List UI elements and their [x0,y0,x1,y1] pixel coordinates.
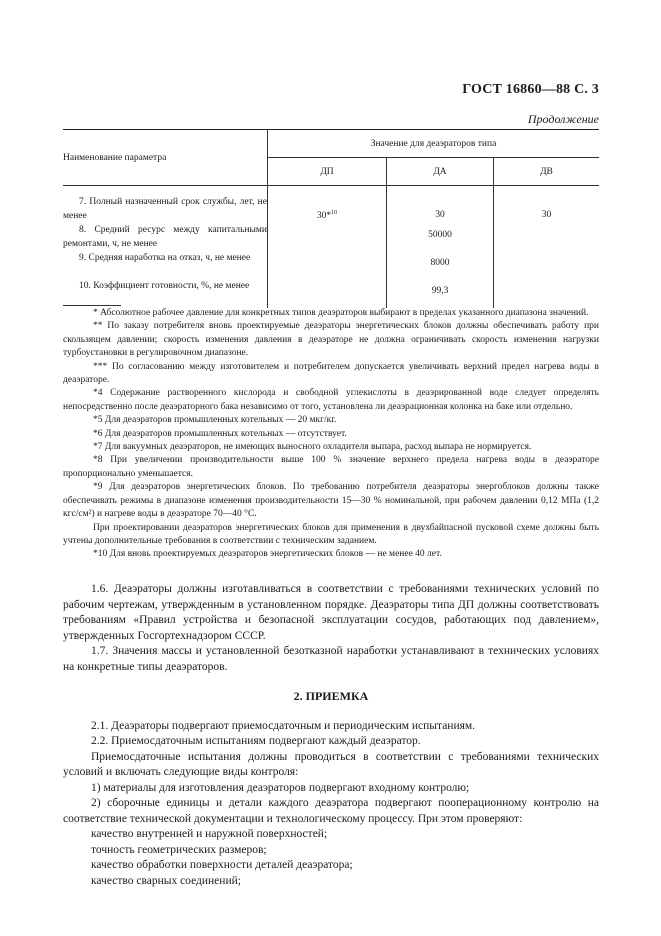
footnote-2: ** По заказу потребителя вновь проектируемые деаэраторы энергетических блоков должны обеспечивать работу при скользящем давлении; скорость изменения давления в деаэраторе не должна ограничивать скорость изменения нагрузки турбоустановки в регулировочном диапазоне. [63,321,599,359]
footnote-8: *8 При увеличении производительности выше 100 % значение верхнего предела нагрева воды в деаэраторе пропорционально уменьшается. [63,455,599,479]
table-row [63,280,599,308]
footnote-7: *7 Для вакуумных деаэраторов, не имеющих выносного охладителя выпара, расход выпара не нормируется. [93,442,532,453]
clause-2-2-details: Приемосдаточные испытания должны проводиться в соответствии с требованиями технических условий и включать следующие виды контроля: [63,750,599,778]
control-item-2: 2) сборочные единицы и детали каждого деаэратора подвергают пооперационному контролю на соответствие технической документации и технологическому процессу. При этом проверяют: [63,797,599,825]
row-9-da-value: 8000 [387,252,494,280]
row-8-dv-value [494,224,600,252]
row-8-name: 8. Средний ресурс между капитальными ремонтами, ч, не менее [63,225,267,249]
row-7-dp-footnote: 10 [331,210,338,216]
document-id: ГОСТ 16860—88 С. 3 [462,82,599,97]
clause-2-2: 2.2. Приемосдаточным испытаниям подвергают каждый деаэратор. [91,735,421,747]
row-10-dv-value [494,280,600,308]
row-9-name: 9. Средняя наработка на отказ, ч, не менее [79,253,251,263]
column-header-dp: ДП [268,158,387,186]
footnote-6: *6 Для деаэраторов промышленных котельных — отсутствует. [93,428,347,439]
row-7-name: 7. Полный назначенный срок службы, лет, не менее [63,197,267,221]
check-item: качество обработки поверхности деталей деаэратора; [91,859,353,871]
control-item-1: 1) материалы для изготовления деаэраторов подвергают входному контролю; [91,781,470,794]
clause-2-1: 2.1. Деаэраторы подвергают приемосдаточным и периодическим испытаниям. [91,719,476,732]
clause-1-7: 1.7. Значения массы и установленной безотказной наработки устанавливают в технических условиях на конкретные типы деаэраторов. [63,645,599,673]
table-footnotes [63,305,599,562]
table-row [63,186,599,225]
row-7-dp-value: 30* [316,211,332,221]
row-10-da-value: 99,3 [387,280,494,308]
footnote-separator [63,305,121,306]
column-header-dv: ДВ [494,158,600,186]
footnote-3: *** По согласованию между изготовителем и потребителем допускается увеличивать верхний предел нагрева воды в деаэраторе. [63,361,599,386]
check-item: качество сварных соединений; [91,874,241,887]
table-continuation-label: Продолжение [527,112,599,126]
row-7-da-value: 30 [387,186,494,225]
row-7-dv-value: 30 [541,210,552,220]
check-item: качество внутренней и наружной поверхностей; [91,828,328,840]
row-8-dp-value [268,224,387,252]
document-body [63,582,599,889]
footnote-1: * Абсолютное рабочее давление для конкретных типов деаэраторов выбирают в пределах указанного диапазона значений. [93,308,589,318]
table-row [63,252,599,280]
footnote-9: *9 Для деаэраторов энергетических блоков. По требованию потребителя деаэраторы энергоблоков должны также обеспечивать режимы в диапазоне изменения производительности 15—30 % номинальной, при рабочем давлении 0,12 МПа (1,2 кгс/см²) и нагреве воды в деаэраторе 70—40 °С. [63,482,599,520]
column-header-parameter: Наименование параметра [63,130,268,186]
clause-1-6: 1.6. Деаэраторы должны изготавливаться в соответствии с требованиями технических условий по рабочим чертежам, утвержденным в установленном порядке. Деаэраторы типа ДП должны соответствовать требованиям «Правил устройства и безопасной эксплуатации сосудов, работающих под давлением», утвержденных Госгортехнадзором СССР. [63,583,599,642]
parameters-table [63,129,599,308]
footnote-10: *10 Для вновь проектируемых деаэраторов энергетических блоков — не менее 40 лет. [93,549,442,560]
section-title: 2. ПРИЕМКА [293,689,369,703]
row-10-dp-value [268,280,387,308]
footnote-5: *5 Для деаэраторов промышленных котельных — 20 мкг/кг. [93,415,337,426]
footnote-9-continued: При проектировании деаэраторов энергетических блоков для применения в двухбайпасной пусковой схеме должны быть учтены дополнительные требования в соответствии с техническим заданием. [63,522,599,546]
footnote-4: *4 Содержание растворенного кислорода и свободной углекислоты в деаэрированной воде следует определять непосредственно после деаэраторного бака независимо от того, установлена ли деаэрационная колонка на баке или отдельно. [63,388,599,412]
row-10-name: 10. Коэффициент готовности, %, не менее [79,281,250,291]
column-header-da: ДА [387,158,494,186]
table-row [63,224,599,252]
row-9-dv-value [494,252,600,280]
row-8-da-value: 50000 [387,224,494,252]
check-item: точность геометрических размеров; [91,843,267,856]
row-9-dp-value [268,252,387,280]
column-header-values: Значение для деаэраторов типа [268,130,600,158]
